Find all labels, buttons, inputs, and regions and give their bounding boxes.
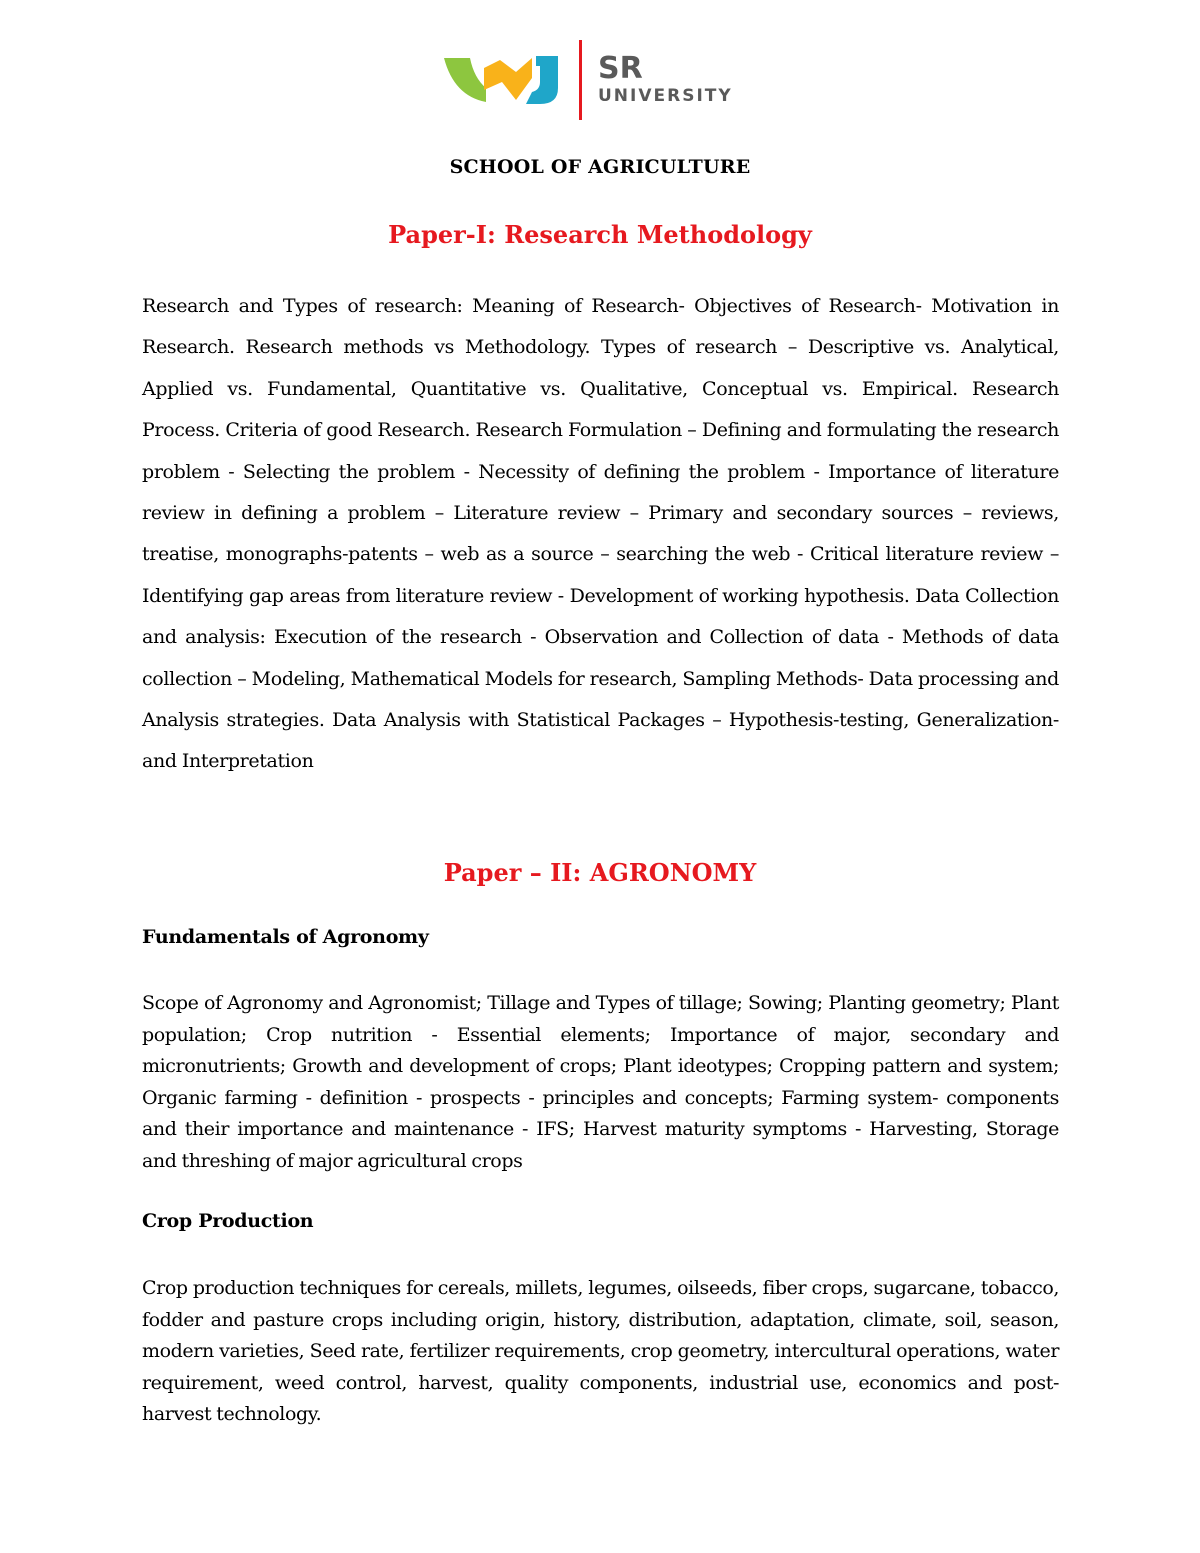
- sr-university-logo-icon: [440, 38, 770, 122]
- fundamentals-body: Scope of Agronomy and Agronomist; Tillage and Types of tillage; Sowing; Planting geometry; Plant population; Crop nutrition - Essential elements; Importance of major, secondary and micronutrients; Growth and development of crops; Plant ideotypes; Cropping pattern and system; Organic farming - definition - prospects - principles and concepts; Farming system- components and their importance and maintenance - IFS; Harvest maturity symptoms - Harvesting, Storage and threshing of major agricultural crops: [142, 992, 1059, 1172]
- fundamentals-heading: Fundamentals of Agronomy: [142, 926, 429, 948]
- crop-production-body: Crop production techniques for cereals, millets, legumes, oilseeds, fiber crops, sugarcane, tobacco, fodder and pasture crops including origin, history, distribution, adaptation, climate, soil, season, modern varieties, Seed rate, fertilizer requirements, crop geometry, intercultural operations, water requirement, weed control, harvest, quality components, industrial use, economics and post-harvest technology.: [142, 1277, 1059, 1426]
- paper1-title: Paper-I: Research Methodology: [388, 220, 812, 249]
- paper2-title: Paper – II: AGRONOMY: [443, 858, 757, 887]
- svg-text:SR: SR: [598, 51, 643, 86]
- crop-production-heading: Crop Production: [142, 1210, 314, 1232]
- sr-university-logo: [440, 38, 770, 122]
- paper1-body: Research and Types of research: Meaning of Research- Objectives of Research- Motivation in Research. Research methods vs Methodology. Types of research – Descriptive vs. Analytical, Applied vs. Fundamental, Quantitative vs. Qualitative, Conceptual vs. Empirical. Research Process. Criteria of good Research. Research Formulation – Defining and formulating the research problem - Selecting the problem - Necessity of defining the problem - Importance of literature review in defining a problem – Literature review – Primary and secondary sources – reviews, treatise, monographs-patents – web as a source – searching the web - Critical literature review – Identifying gap areas from literature review - Development of working hypothesis. Data Collection and analysis: Execution of the research - Observation and Collection of data - Methods of data collection – Modeling, Mathematical Models for research, Sampling Methods- Data processing and Analysis strategies. Data Analysis with Statistical Packages – Hypothesis-testing, Generalization-and Interpretation: [142, 295, 1059, 773]
- svg-text:UNIVERSITY: UNIVERSITY: [598, 86, 733, 106]
- school-heading: SCHOOL OF AGRICULTURE: [449, 156, 751, 178]
